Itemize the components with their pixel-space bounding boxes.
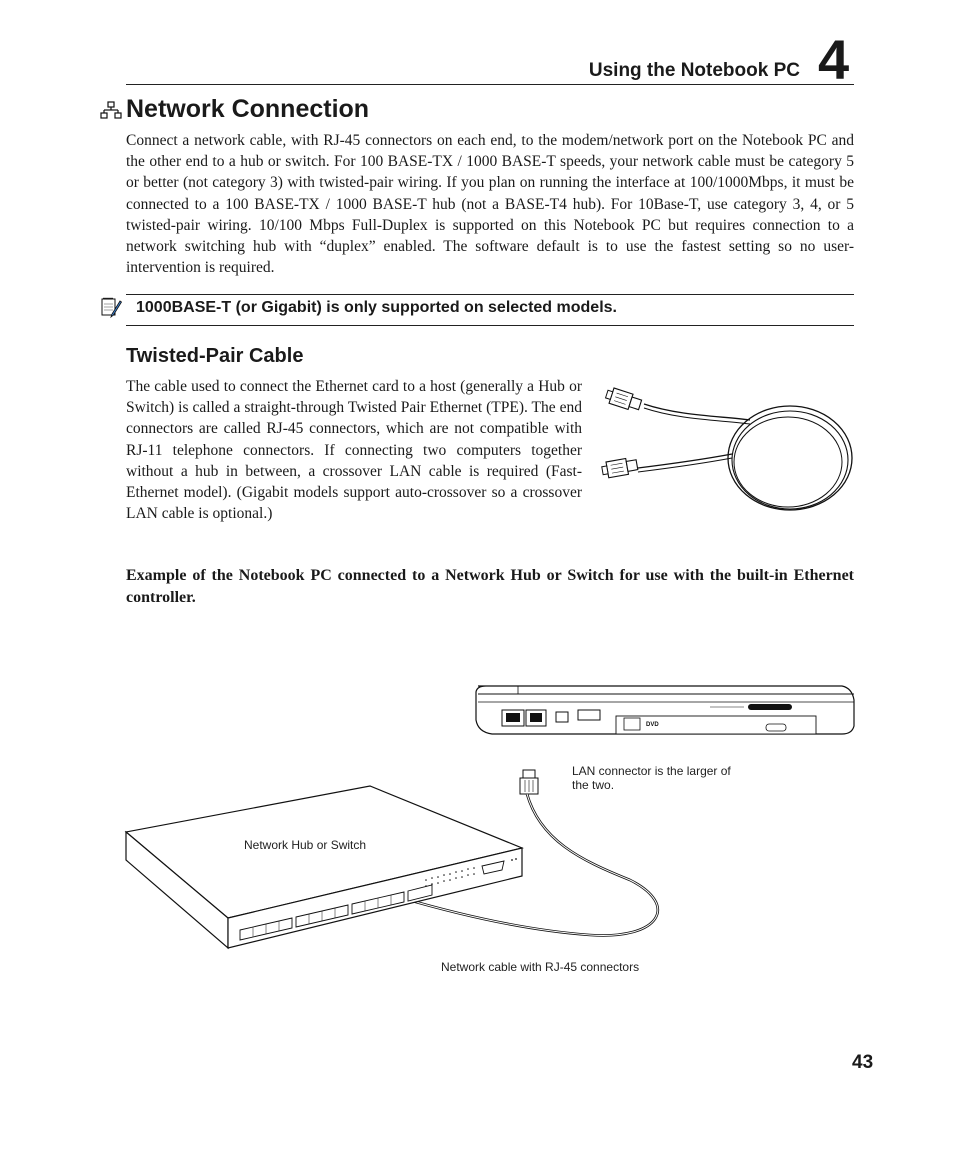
notebook-side-view xyxy=(476,686,854,734)
chapter-title: Using the Notebook PC xyxy=(588,60,800,81)
lan-connector-label: LAN connector is the larger of the two. xyxy=(572,764,731,792)
cable-label: Network cable with RJ-45 connectors xyxy=(441,960,640,974)
page-number: 43 xyxy=(852,1052,874,1073)
svg-text:DVD: DVD xyxy=(646,722,659,728)
rj45-cable-illustration xyxy=(600,376,860,516)
hub-label: Network Hub or Switch xyxy=(244,838,367,852)
twisted-pair-paragraph: The cable used to connect the Ethernet card to a host (generally a Hub or Switch) is called a straight-through Twisted Pair Ethernet (TPE). The end connectors are called RJ-45 connectors, which are not compatible with RJ-11 telephone connectors. If connecting two computers together without a hub in between, a crossover LAN cable is required (Fast-Ethernet model). (Gigabit models support auto-crossover so a crossover LAN cable is optional.) xyxy=(126,378,582,523)
network-hub-diagram xyxy=(120,680,860,980)
chapter-number: 4 xyxy=(818,28,850,91)
note-rule-bottom xyxy=(126,325,854,326)
note-rule-top xyxy=(126,294,854,295)
network-hub xyxy=(126,786,522,948)
section-title: Network Connection xyxy=(126,95,370,123)
network-icon xyxy=(100,101,122,119)
header-rule xyxy=(126,84,854,85)
example-caption: Example of the Notebook PC connected to a Network Hub or Switch for use with the built-in Ethernet controller. xyxy=(126,567,854,606)
notepad-pencil-icon xyxy=(100,296,122,318)
subsection-title: Twisted-Pair Cable xyxy=(126,345,304,367)
rj45-plug xyxy=(520,770,538,794)
note-text: 1000BASE-T (or Gigabit) is only supported on selected models. xyxy=(136,299,617,316)
intro-paragraph: Connect a network cable, with RJ-45 connectors on each end, to the modem/network port on the Notebook PC and the other end to a hub or switch. For 100 BASE-TX / 1000 BASE-T speeds, your network cable must be category 5 or better (not category 3) with twisted-pair wiring. If you plan on running the interface at 100/1000Mbps, it must be connected to a 100 BASE-TX / 1000 BASE-T hub (not a BASE-T4 hub). For 10Base-T, use category 3, 4, or 5 twisted-pair wiring. 10/100 Mbps Full-Duplex is supported on this Notebook PC but requires connection to a network switching hub with “duplex” enabled. The software default is to use the fastest setting so no user-intervention is required. xyxy=(126,132,854,277)
